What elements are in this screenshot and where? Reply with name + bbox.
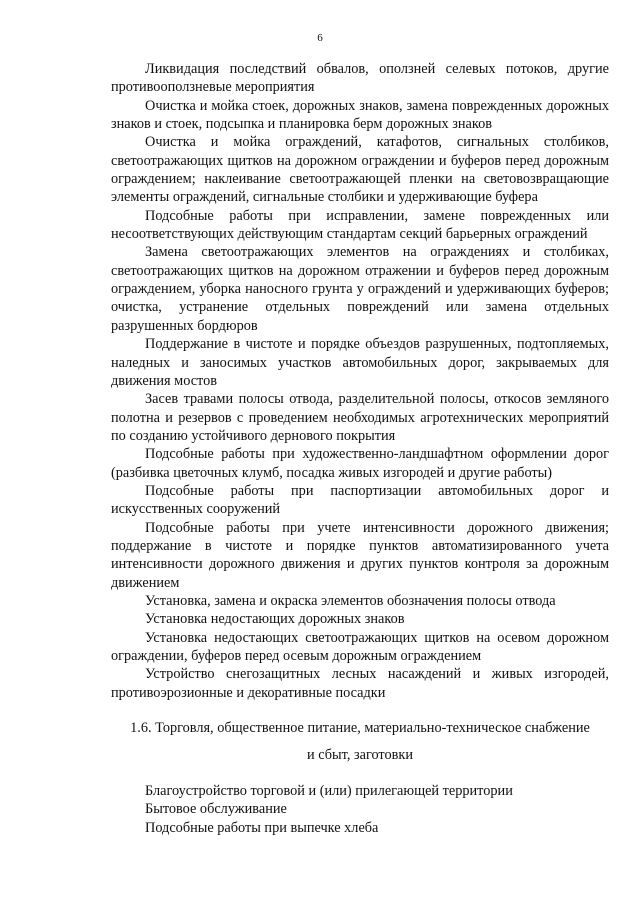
work-item: Установка, замена и окраска элементов обозначения полосы отвода	[145, 592, 556, 609]
work-item: Подсобные работы при исправлении, замене поврежденных или несоответствующих действующим стандартам секций барьерных ограждений	[111, 207, 609, 243]
work-item: Подсобные работы при паспортизации автомобильных дорог и искусственных сооружений	[111, 482, 609, 518]
section-item: Подсобные работы при выпечке хлеба	[145, 819, 379, 836]
work-list	[111, 60, 609, 702]
section-heading-line2: и сбыт, заготовки	[307, 747, 413, 764]
work-item: Засев травами полосы отвода, разделительной полосы, откосов земляного полотна и резервов с проведением необходимых агротехнических мероприятий по созданию устойчивого дернового покрытия	[111, 391, 609, 444]
work-item: Подсобные работы при учете интенсивности дорожного движения; поддержание в чистоте и порядке пунктов автоматизированного учета интенсивности дорожного движения и других пунктов контроля за дорожным движением	[111, 519, 609, 591]
section-items	[111, 782, 609, 837]
work-item: Подсобные работы при художественно-ландшафтном оформлении дорог (разбивка цветочных клумб, посадка живых изгородей и другие работы)	[111, 446, 609, 481]
work-item: Установка недостающих светоотражающих щитков на осевом дорожном ограждении, буферов перед осевым дорожным ограждением	[111, 629, 609, 664]
work-item: Очистка и мойка ограждений, катафотов, сигнальных столбиков, светоотражающих щитков на дорожном ограждении и буферов перед дорожным ограждением; наклеивание светоотражающей пленки на световозвращающие элементы ограждений, сигнальные столбики и удерживающие буфера	[111, 134, 609, 206]
section-heading	[111, 719, 609, 765]
work-item: Устройство снегозащитных лесных насаждений и живых изгородей, противоэрозионные и декоративные посадки	[111, 666, 609, 701]
section-item: Благоустройство торговой и (или) прилегающей территории	[145, 783, 513, 799]
work-item: Замена светоотражающих элементов на ограждениях и столбиках, светоотражающих щитков на дорожном отражении и буферов перед дорожным ограждением, уборка наносного грунта у ограждений и удерживающих буферов; очистка, устранение отдельных повреждений или замена отдельных разрушенных бордюров	[111, 244, 609, 334]
work-item: Поддержание в чистоте и порядке объездов разрушенных, подтопляемых, наледных и заносимых участков автомобильных дорог, закрываемых для движения мостов	[111, 336, 609, 389]
work-item: Ликвидация последствий обвалов, оползней селевых потоков, другие противооползневые мероприятия	[111, 61, 609, 96]
section-item: Бытовое обслуживание	[145, 801, 287, 818]
page-number: 6	[317, 32, 323, 44]
section-heading-line1: 1.6. Торговля, общественное питание, материально-техническое снабжение	[130, 720, 590, 736]
work-item: Установка недостающих дорожных знаков	[145, 611, 405, 628]
work-item: Очистка и мойка стоек, дорожных знаков, замена поврежденных дорожных знаков и стоек, подсыпка и планировка берм дорожных знаков	[111, 97, 609, 133]
